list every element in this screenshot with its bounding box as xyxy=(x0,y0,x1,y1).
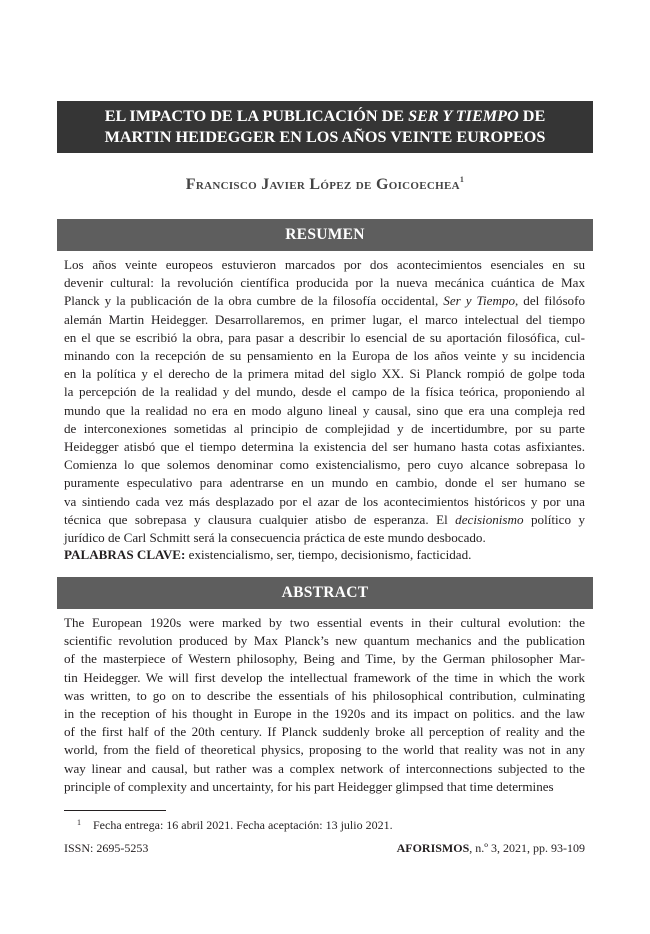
abstract-text-line: scientific revolution produced by Max Planck’s new quantum mechanics and the publication xyxy=(64,633,585,649)
author-line xyxy=(0,175,650,194)
abstract-text-line: tin Heidegger. We will first develop the intellectual framework of the time in which the work xyxy=(64,669,585,685)
footnote xyxy=(77,815,393,833)
resumen-text-line: devenir cultural: la revolución científica producida por la nueva mecánica cuántica de Max xyxy=(64,275,585,291)
resumen-body xyxy=(64,256,585,547)
abstract-body xyxy=(64,614,585,796)
issn: ISSN: 2695-5253 xyxy=(64,841,149,855)
footnote-number: 1 xyxy=(77,818,81,827)
abstract-text-line: was written, to go on to describe the essentials of his philosophical contribution, culminating xyxy=(64,687,585,703)
abstract-text-line: world, from the field of theoretical physics, proposing to the world that reality was not in any xyxy=(64,742,585,758)
resumen-text-line: Heidegger atisbó que el tiempo determina la existencia del ser humano hasta cotas asfixiantes. xyxy=(64,439,585,455)
resumen-text-line: Los años veinte europeos estuvieron marcados por dos acontecimientos esenciales en su xyxy=(64,257,585,272)
abstract-text-line: of the masterpiece of Western philosophy, Being and Time, by the German philosopher Mar- xyxy=(64,651,585,667)
title-book-name: SER Y TIEMPO xyxy=(408,107,519,125)
resumen-text-line: jurídico de Carl Schmitt será la consecuencia práctica de este mundo desbocado. xyxy=(64,530,486,546)
abstract-heading: ABSTRACT xyxy=(57,577,593,609)
resumen-text-line: Planck y la publicación de la obra cumbre de la filosofía occidental, Ser y Tiempo, del filósofo xyxy=(64,293,585,309)
abstract-text-line: in the reception of his thought in Europe in the 1920s and its impact on politics. and the law xyxy=(64,706,585,722)
abstract-text-line: The European 1920s were marked by two essential events in their cultural evolution: the xyxy=(64,615,585,630)
abstract-text-line: way linear and causal, but rather was a complex network of interconnections subjected to the xyxy=(64,760,585,776)
author-name: Francisco Javier López de Goicoechea xyxy=(185,176,460,193)
title-line-2: MARTIN HEIDEGGER EN LOS AÑOS VEINTE EUROPEOS xyxy=(104,128,546,146)
resumen-heading: RESUMEN xyxy=(57,219,593,251)
journal-name: AFORISMOS xyxy=(396,841,470,855)
keywords-label: PALABRAS CLAVE: xyxy=(64,547,186,562)
resumen-text-line: de interconexiones sometidas al principio de complejidad y de incertidumbre, por su parte xyxy=(64,420,585,436)
keywords xyxy=(64,546,585,564)
abstract-text-line: principle of complexity and uncertainty, for his part Heidegger glimpsed that time determines xyxy=(64,778,554,794)
article-title xyxy=(57,101,593,153)
footnote-divider xyxy=(64,810,166,811)
resumen-text-line: mundo que la realidad no era en modo alguno lineal y causal, sino que era una compleja red xyxy=(64,402,585,418)
title-text-post: DE xyxy=(518,107,546,125)
resumen-text-line: técnica que sobrepasa y clausura cualquier atisbo de esperanza. El decisionismo político y xyxy=(64,511,585,527)
resumen-text-line: alemán Martin Heidegger. Desarrollaremos, en primer lugar, el marco intelectual del tiempo xyxy=(64,311,585,327)
abstract-text-line: of the first half of the 20th century. If Planck suddenly broke all perception of reality and the xyxy=(64,724,585,740)
title-line-1 xyxy=(57,106,593,127)
resumen-text-line: minando con la recepción de su pensamiento en la Europa de los años veinte y su incidencia xyxy=(64,348,585,364)
resumen-text-line: la percepción de la realidad y del mundo, desde el campo de la física teórica, proponiendo al xyxy=(64,384,585,400)
title-text-pre: EL IMPACTO DE LA PUBLICACIÓN DE xyxy=(104,107,409,125)
resumen-text-line: va sintiendo cada vez más desplazado por el azar de los acontecimientos históricos y por una xyxy=(64,493,585,509)
resumen-text-line: puramente especulativo para adentrarse en un mundo en cambio, donde el ser humano se xyxy=(64,475,585,491)
keywords-text: existencialismo, ser, tiempo, decisionismo, facticidad. xyxy=(185,547,472,562)
journal-issue: , n.º 3, 2021, pp. 93-109 xyxy=(469,841,585,855)
resumen-text-line: en el que se escribió la obra, para pasar a describir lo esencial de su aportación filosófica, cul- xyxy=(64,329,585,345)
footnote-text: Fecha entrega: 16 abril 2021. Fecha aceptación: 13 julio 2021. xyxy=(93,818,393,832)
resumen-text-line: Comienza lo que solemos denominar como existencialismo, pero cuyo alcance sobrepasa lo xyxy=(64,457,585,473)
author-footnote-mark[interactable]: 1 xyxy=(459,175,465,184)
journal-citation xyxy=(397,841,585,856)
resumen-text-line: en la política y el derecho de la primera mitad del siglo XX. Si Planck rompió de golpe toda xyxy=(64,366,585,382)
